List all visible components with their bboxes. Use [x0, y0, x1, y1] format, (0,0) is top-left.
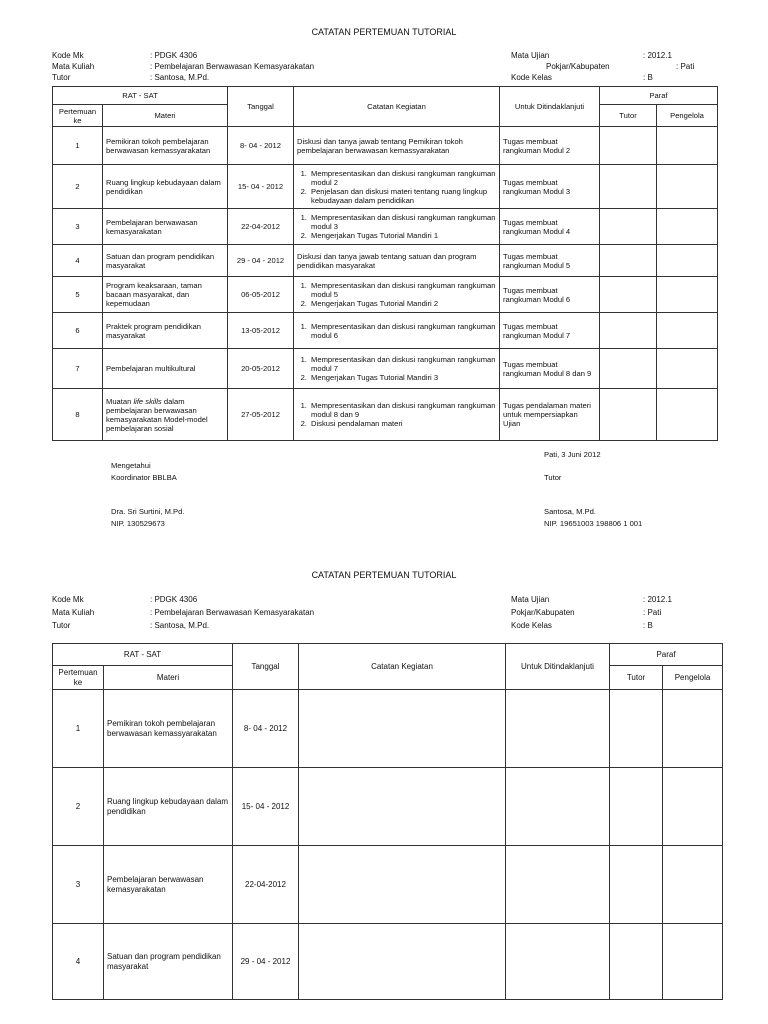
header-materi: Materi: [103, 105, 228, 127]
doc2-tutor-value: : Santosa, M.Pd.: [150, 621, 210, 630]
header-pengelola: Pengelola: [657, 105, 718, 127]
row-paraf-tutor: [600, 127, 657, 165]
row-number: 3: [53, 209, 103, 245]
row-tanggal: 29 - 04 - 2012: [228, 245, 294, 277]
row-untuk: Tugas membuat rangkuman Modul 5: [500, 245, 600, 277]
doc2-tutorial-table: [52, 643, 723, 1000]
row-catatan: [299, 846, 506, 924]
row-tanggal: 27-05-2012: [228, 389, 294, 441]
row-paraf-tutor: [610, 924, 663, 1000]
row-paraf-pengelola: [657, 349, 718, 389]
doc1-tutorial-table: [52, 86, 718, 441]
doc2-mata-ujian-label: Mata Ujian: [511, 595, 550, 604]
catatan-item: 1. Mempresentasikan dan diskusi rangkuman rangkuman modul 2: [309, 169, 496, 187]
materi-emphasis: life skills: [133, 396, 162, 406]
row-materi: Pembelajaran berwawasan kemasyarakatan: [104, 846, 233, 924]
row-paraf-pengelola: [657, 127, 718, 165]
catatan-item: 2. Mengerjakan Tugas Tutorial Mandiri 1: [309, 231, 496, 240]
header-tanggal: Tanggal: [233, 644, 299, 690]
table-row: [53, 924, 723, 1000]
row-materi: Pembelajaran berwawasan kemasyarakatan: [103, 209, 228, 245]
header-paraf: Paraf: [610, 644, 723, 666]
doc2-kode-mk-label: Kode Mk: [52, 595, 84, 604]
row-paraf-tutor: [600, 389, 657, 441]
sign-mengetahui: Mengetahui: [111, 461, 151, 470]
sign-left-name: Dra. Sri Surtini, M.Pd.: [111, 507, 185, 516]
doc1-pokjar-value: : Pati: [676, 62, 695, 71]
row-paraf-tutor: [600, 313, 657, 349]
row-number: 5: [53, 277, 103, 313]
row-tanggal: 06-05-2012: [228, 277, 294, 313]
row-untuk: [506, 924, 610, 1000]
header-rat-sat: RAT - SAT: [53, 644, 233, 666]
row-materi: Pemikiran tokoh pembelajaran berwawasan kemassyarakatan: [104, 690, 233, 768]
catatan-item: 1. Mempresentasikan dan diskusi rangkuman rangkuman modul 8 dan 9: [309, 401, 496, 419]
row-paraf-pengelola: [663, 846, 723, 924]
doc2-tutor-label: Tutor: [52, 621, 71, 630]
doc1-kode-kelas-label: Kode Kelas: [511, 73, 552, 82]
row-materi: Program keaksaraan, taman bacaan masyarakat, dan kepemudaan: [103, 277, 228, 313]
row-number: 6: [53, 313, 103, 349]
row-untuk: Tugas membuat rangkuman Modul 8 dan 9: [500, 349, 600, 389]
row-number: 4: [53, 924, 104, 1000]
row-paraf-tutor: [600, 245, 657, 277]
header-materi: Materi: [104, 666, 233, 690]
table-row: [53, 277, 718, 313]
table-row: [53, 245, 718, 277]
materi-part: dalam pembelajaran berwawasan kemasyarakatan Model-model pembelajaran sosial: [106, 396, 208, 433]
row-catatan: [299, 768, 506, 846]
doc1-kode-mk-value: : PDGK 4306: [150, 51, 198, 60]
row-materi: Ruang lingkup kebudayaan dalam pendidikan: [103, 165, 228, 209]
sign-right-nip: NIP. 19651003 198806 1 001: [544, 519, 643, 528]
table-row: [53, 127, 718, 165]
catatan-item: 2. Penjelasan dan diskusi materi tentang ruang lingkup kebudayaan dalam pendidikan: [309, 187, 496, 205]
doc1-mata-kuliah-label: Mata Kuliah: [52, 62, 95, 71]
doc1-kode-mk-label: Kode Mk: [52, 51, 84, 60]
row-tanggal: 13-05-2012: [228, 313, 294, 349]
catatan-item: 2. Diskusi pendalaman materi: [309, 419, 496, 428]
row-tanggal: 15- 04 - 2012: [233, 768, 299, 846]
doc1-mata-ujian-value: : 2012.1: [643, 51, 672, 60]
row-tanggal: 20-05-2012: [228, 349, 294, 389]
row-paraf-tutor: [600, 209, 657, 245]
doc1-title: CATATAN PERTEMUAN TUTORIAL: [311, 27, 457, 37]
row-untuk: Tugas membuat rangkuman Modul 2: [500, 127, 600, 165]
row-paraf-pengelola: [657, 389, 718, 441]
header-pertemuan: Pertemuan ke: [53, 666, 104, 690]
row-materi: Pemikiran tokoh pembelajaran berwawasan kemassyarakatan: [103, 127, 228, 165]
row-paraf-tutor: [600, 165, 657, 209]
doc1-mata-kuliah-value: : Pembelajaran Berwawasan Kemasyarakatan: [150, 62, 315, 71]
row-materi: Satuan dan program pendidikan masyarakat: [103, 245, 228, 277]
header-catatan: Catatan Kegiatan: [294, 87, 500, 127]
doc2-mata-ujian-value: : 2012.1: [643, 595, 672, 604]
row-number: 2: [53, 768, 104, 846]
doc2-pokjar-value: : Pati: [643, 608, 662, 617]
row-catatan: [294, 389, 500, 441]
table-row: [53, 165, 718, 209]
sign-tutor: Tutor: [544, 473, 562, 482]
row-catatan: [294, 277, 500, 313]
doc1-tutor-label: Tutor: [52, 73, 71, 82]
catatan-item: 1. Mempresentasikan dan diskusi rangkuman rangkuman modul 6: [309, 322, 496, 340]
row-paraf-pengelola: [657, 277, 718, 313]
catatan-item: 1. Mempresentasikan dan diskusi rangkuman rangkuman modul 7: [309, 355, 496, 373]
row-paraf-tutor: [610, 690, 663, 768]
sign-left-nip: NIP. 130529673: [111, 519, 165, 528]
table-row: [53, 209, 718, 245]
row-materi: Praktek program pendidikan masyarakat: [103, 313, 228, 349]
row-materi: Ruang lingkup kebudayaan dalam pendidikan: [104, 768, 233, 846]
table-row: [53, 768, 723, 846]
row-untuk: Tugas membuat rangkuman Modul 3: [500, 165, 600, 209]
row-tanggal: 29 - 04 - 2012: [233, 924, 299, 1000]
header-untuk: Untuk Ditindaklanjuti: [506, 644, 610, 690]
row-catatan: [294, 313, 500, 349]
row-paraf-pengelola: [663, 924, 723, 1000]
sign-koordinator: Koordinator BBLBA: [111, 473, 177, 482]
doc2-kode-kelas-label: Kode Kelas: [511, 621, 552, 630]
row-paraf-pengelola: [657, 209, 718, 245]
header-untuk: Untuk Ditindaklanjuti: [500, 87, 600, 127]
row-catatan: [299, 924, 506, 1000]
doc1-mata-ujian-label: Mata Ujian: [511, 51, 550, 60]
row-paraf-tutor: [610, 846, 663, 924]
row-materi: Pembelajaran multikultural: [103, 349, 228, 389]
header-tutor: Tutor: [600, 105, 657, 127]
row-untuk: [506, 690, 610, 768]
table-row: [53, 846, 723, 924]
row-paraf-pengelola: [657, 245, 718, 277]
row-untuk: Tugas membuat rangkuman Modul 7: [500, 313, 600, 349]
row-tanggal: 22-04-2012: [228, 209, 294, 245]
header-tanggal: Tanggal: [228, 87, 294, 127]
row-number: 2: [53, 165, 103, 209]
catatan-item: 2. Mengerjakan Tugas Tutorial Mandiri 2: [309, 299, 496, 308]
doc2-kode-mk-value: : PDGK 4306: [150, 595, 198, 604]
row-paraf-tutor: [600, 349, 657, 389]
row-untuk: Tugas pendalaman materi untuk mempersiapkan Ujian: [500, 389, 600, 441]
row-number: 4: [53, 245, 103, 277]
catatan-item: 1. Mempresentasikan dan diskusi rangkuman rangkuman modul 3: [309, 213, 496, 231]
row-number: 1: [53, 690, 104, 768]
row-untuk: [506, 768, 610, 846]
materi-part: Muatan: [106, 396, 134, 406]
catatan-item: 2. Mengerjakan Tugas Tutorial Mandiri 3: [309, 373, 496, 382]
header-pengelola: Pengelola: [663, 666, 723, 690]
doc2-title: CATATAN PERTEMUAN TUTORIAL: [311, 570, 457, 580]
doc2-kode-kelas-value: : B: [643, 621, 653, 630]
doc1-pokjar-label: Pokjar/Kabupaten: [546, 62, 610, 71]
table-row: [53, 349, 718, 389]
sign-right-name: Santosa, M.Pd.: [544, 507, 596, 516]
row-catatan: Diskusi dan tanya jawab tentang satuan dan program pendidikan masyarakat: [294, 245, 500, 277]
header-catatan: Catatan Kegiatan: [299, 644, 506, 690]
row-untuk: [506, 846, 610, 924]
row-catatan: [299, 690, 506, 768]
row-catatan: [294, 349, 500, 389]
sign-place-date: Pati, 3 Juni 2012: [544, 450, 601, 459]
doc2-pokjar-label: Pokjar/Kabupaten: [511, 608, 575, 617]
doc1-kode-kelas-value: : B: [643, 73, 653, 82]
header-paraf: Paraf: [600, 87, 718, 105]
row-untuk: Tugas membuat rangkuman Modul 4: [500, 209, 600, 245]
row-number: 7: [53, 349, 103, 389]
table-row: [53, 313, 718, 349]
row-catatan: [294, 165, 500, 209]
row-untuk: Tugas membuat rangkuman Modul 6: [500, 277, 600, 313]
doc2-mata-kuliah-label: Mata Kuliah: [52, 608, 95, 617]
row-number: 3: [53, 846, 104, 924]
row-tanggal: 22-04-2012: [233, 846, 299, 924]
header-tutor: Tutor: [610, 666, 663, 690]
table-row: [53, 389, 718, 441]
row-materi: [103, 389, 228, 441]
row-paraf-pengelola: [663, 690, 723, 768]
row-paraf-pengelola: [663, 768, 723, 846]
row-tanggal: 15- 04 - 2012: [228, 165, 294, 209]
row-tanggal: 8- 04 - 2012: [233, 690, 299, 768]
catatan-item: 1. Mempresentasikan dan diskusi rangkuman rangkuman modul 5: [309, 281, 496, 299]
row-paraf-pengelola: [657, 165, 718, 209]
row-number: 8: [53, 389, 103, 441]
table-row: [53, 690, 723, 768]
row-number: 1: [53, 127, 103, 165]
header-rat-sat: RAT - SAT: [53, 87, 228, 105]
row-paraf-pengelola: [657, 313, 718, 349]
row-catatan: [294, 209, 500, 245]
doc1-tutor-value: : Santosa, M.Pd.: [150, 73, 210, 82]
row-paraf-tutor: [600, 277, 657, 313]
header-pertemuan: Pertemuan ke: [53, 105, 103, 127]
row-catatan: Diskusi dan tanya jawab tentang Pemikiran tokoh pembelajaran berwawasan kemassyarakatan: [294, 127, 500, 165]
doc2-mata-kuliah-value: : Pembelajaran Berwawasan Kemasyarakatan: [150, 608, 315, 617]
row-materi: Satuan dan program pendidikan masyarakat: [104, 924, 233, 1000]
row-tanggal: 8- 04 - 2012: [228, 127, 294, 165]
row-paraf-tutor: [610, 768, 663, 846]
